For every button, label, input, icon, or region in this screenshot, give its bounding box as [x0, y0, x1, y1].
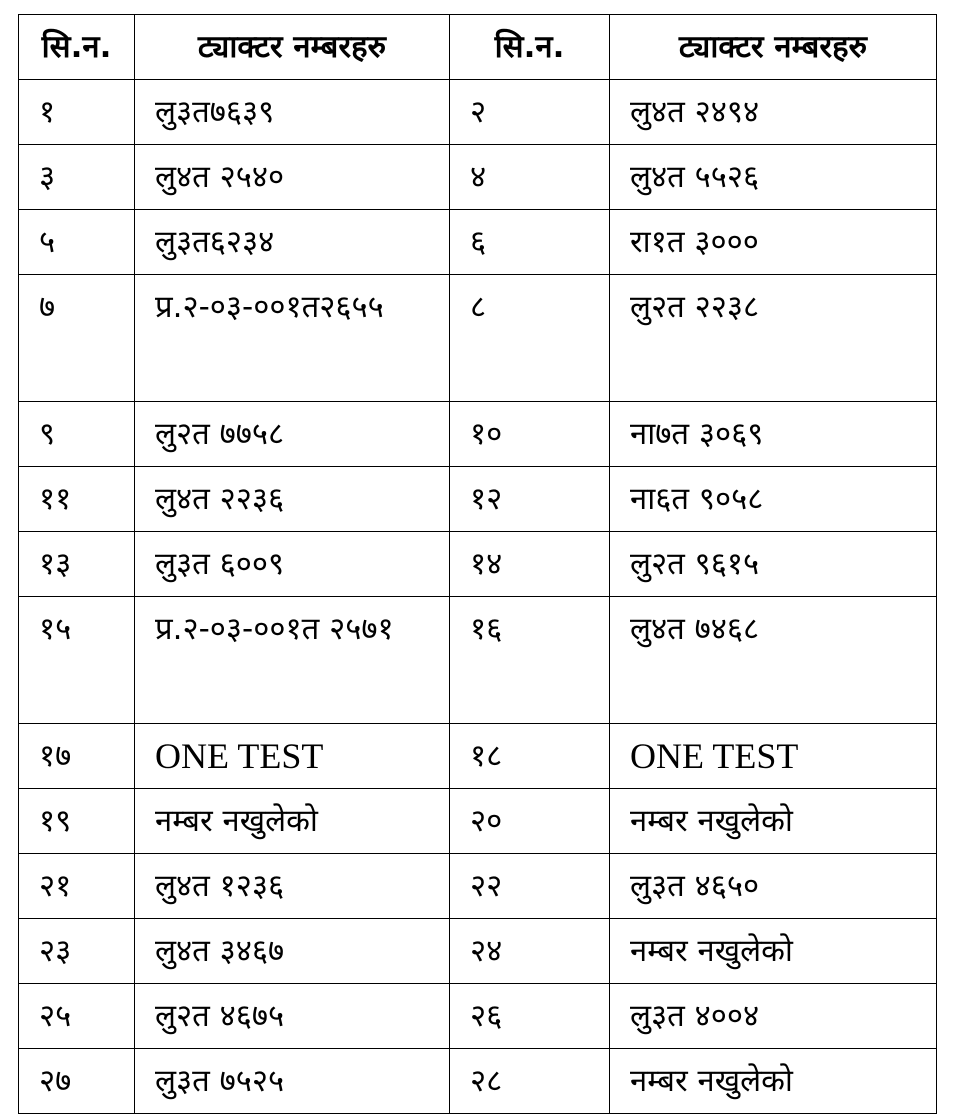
table-row	[19, 984, 937, 1049]
serial-cell: ५	[19, 210, 135, 275]
table-row	[19, 275, 937, 402]
serial-cell: १६	[450, 597, 610, 724]
tractor-number-cell: लु२त ७७५८	[135, 402, 450, 467]
tractor-number-cell: लु४त २२३६	[135, 467, 450, 532]
serial-cell: १८	[450, 724, 610, 789]
tractor-number-cell: प्र.२-०३-००१त २५७१	[135, 597, 450, 724]
serial-cell: २७	[19, 1049, 135, 1114]
table-row	[19, 1049, 937, 1114]
serial-cell: १४	[450, 532, 610, 597]
tractor-number-cell: ना६त ९०५८	[610, 467, 937, 532]
serial-cell: ६	[450, 210, 610, 275]
tractor-number-cell: लु३त ६००९	[135, 532, 450, 597]
tractor-number-table	[18, 14, 937, 1114]
tractor-number-cell: लु४त ३४६७	[135, 919, 450, 984]
header-serial-1: सि.न.	[19, 15, 135, 80]
tractor-number-cell: लु३त७६३९	[135, 80, 450, 145]
serial-cell: १०	[450, 402, 610, 467]
tractor-number-cell: लु४त २५४०	[135, 145, 450, 210]
tractor-number-cell: प्र.२-०३-००१त२६५५	[135, 275, 450, 402]
serial-cell: ४	[450, 145, 610, 210]
tractor-number-cell: लु२त २२३८	[610, 275, 937, 402]
header-tractor-numbers-2: ट्याक्टर नम्बरहरु	[610, 15, 937, 80]
tractor-number-cell: लु४त ७४६८	[610, 597, 937, 724]
tractor-number-cell: नम्बर नखुलेको	[610, 1049, 937, 1114]
tractor-number-cell: लु३त ४००४	[610, 984, 937, 1049]
table-row	[19, 467, 937, 532]
header-serial-2: सि.न.	[450, 15, 610, 80]
table-row	[19, 145, 937, 210]
table-row	[19, 80, 937, 145]
serial-cell: ७	[19, 275, 135, 402]
serial-cell: १७	[19, 724, 135, 789]
tractor-number-cell: लु३त ७५२५	[135, 1049, 450, 1114]
tractor-number-cell: लु४त २४९४	[610, 80, 937, 145]
table-row	[19, 724, 937, 789]
serial-cell: १	[19, 80, 135, 145]
serial-cell: २३	[19, 919, 135, 984]
tractor-number-cell: ONE TEST	[610, 724, 937, 789]
serial-cell: ९	[19, 402, 135, 467]
table-row	[19, 789, 937, 854]
tractor-number-cell: नम्बर नखुलेको	[610, 789, 937, 854]
serial-cell: १३	[19, 532, 135, 597]
serial-cell: २२	[450, 854, 610, 919]
tractor-number-cell: रा१त ३०००	[610, 210, 937, 275]
header-tractor-numbers-1: ट्याक्टर नम्बरहरु	[135, 15, 450, 80]
table-row	[19, 210, 937, 275]
table-row	[19, 402, 937, 467]
table-row	[19, 532, 937, 597]
serial-cell: ८	[450, 275, 610, 402]
tractor-number-cell: नम्बर नखुलेको	[610, 919, 937, 984]
tractor-number-cell: ONE TEST	[135, 724, 450, 789]
serial-cell: ३	[19, 145, 135, 210]
serial-cell: १९	[19, 789, 135, 854]
serial-cell: १२	[450, 467, 610, 532]
serial-cell: २१	[19, 854, 135, 919]
tractor-number-cell: लु३त६२३४	[135, 210, 450, 275]
serial-cell: २०	[450, 789, 610, 854]
table-header-row	[19, 15, 937, 80]
serial-cell: ११	[19, 467, 135, 532]
serial-cell: २४	[450, 919, 610, 984]
serial-cell: २५	[19, 984, 135, 1049]
document-page	[18, 14, 936, 1114]
serial-cell: २६	[450, 984, 610, 1049]
tractor-number-cell: लु२त ४६७५	[135, 984, 450, 1049]
tractor-number-cell: ना७त ३०६९	[610, 402, 937, 467]
serial-cell: २८	[450, 1049, 610, 1114]
tractor-number-cell: लु४त ५५२६	[610, 145, 937, 210]
serial-cell: १५	[19, 597, 135, 724]
tractor-number-cell: नम्बर नखुलेको	[135, 789, 450, 854]
tractor-number-cell: लु३त ४६५०	[610, 854, 937, 919]
table-row	[19, 597, 937, 724]
tractor-number-cell: लु४त १२३६	[135, 854, 450, 919]
tractor-number-cell: लु२त ९६१५	[610, 532, 937, 597]
serial-cell: २	[450, 80, 610, 145]
table-row	[19, 919, 937, 984]
table-row	[19, 854, 937, 919]
